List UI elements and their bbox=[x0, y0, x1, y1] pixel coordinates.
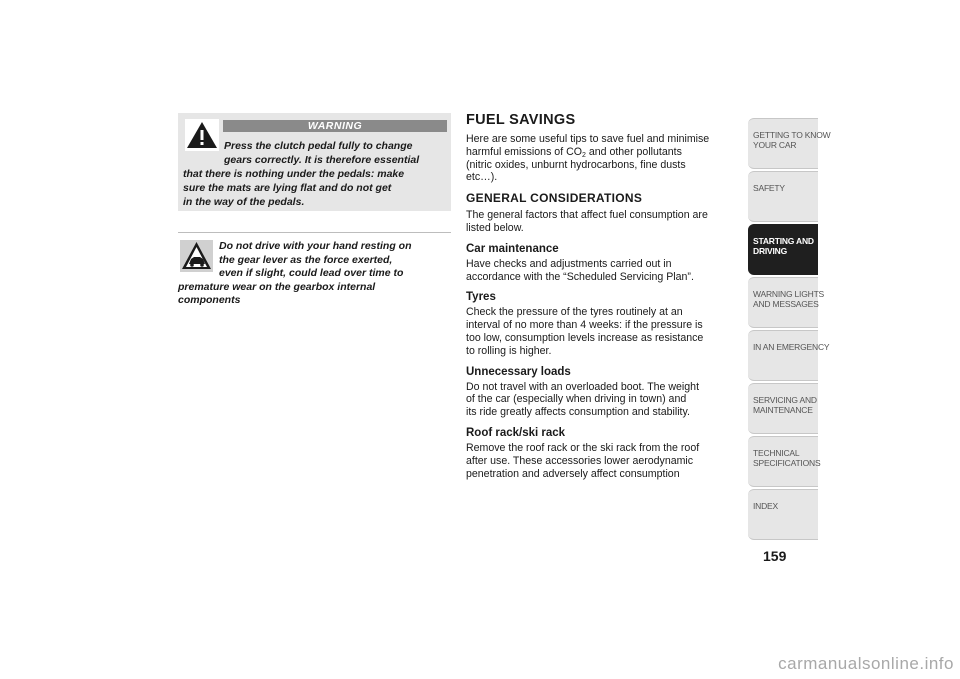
tab-starting-and-driving[interactable]: STARTING AND DRIVING bbox=[748, 224, 818, 275]
tab-emergency[interactable]: IN AN EMERGENCY bbox=[748, 330, 818, 381]
intro-paragraph: Here are some useful tips to save fuel and minimise harmful emissions of $CO_2$ and other pollutants (nitric oxides, unburnt hydrocarbons, fine dusts etc…). bbox=[466, 133, 710, 184]
warning-heading: WARNING bbox=[223, 120, 447, 132]
page-title: FUEL SAVINGS bbox=[466, 112, 576, 128]
tab-technical[interactable]: TECHNICAL SPECIFICATIONS bbox=[748, 436, 818, 487]
main-column bbox=[466, 112, 738, 480]
tab-index[interactable]: INDEX bbox=[748, 489, 818, 540]
section-text-unnecessary-loads: Do not travel with an overloaded boot. The weight of the car (especially when driving in town) and its ride greatly affects consumption and stability. bbox=[466, 380, 700, 419]
warning-text: Press the clutch pedal fully to change gears correctly. It is therefore essential that there is nothing under the pedals: make sure the mats are lying flat and do not get in the way of the pedals. bbox=[183, 140, 420, 208]
tab-servicing[interactable]: SERVICING AND MAINTENANCE bbox=[748, 383, 818, 434]
general-heading: GENERAL CONSIDERATIONS bbox=[466, 191, 643, 206]
section-heading-car-maintenance: Car maintenance bbox=[466, 242, 559, 255]
page-number: 159 bbox=[763, 548, 787, 564]
section-text-car-maintenance: Have checks and adjustments carried out in accordance with the “Scheduled Servicing Plan”. bbox=[466, 257, 694, 283]
section-heading-tyres: Tyres bbox=[466, 291, 496, 304]
section-heading-roof-rack: Roof rack/ski rack bbox=[466, 426, 566, 439]
general-paragraph: The general factors that affect fuel consumption are listed below. bbox=[466, 209, 708, 234]
tab-warning-lights[interactable]: WARNING LIGHTS AND MESSAGES bbox=[748, 277, 818, 328]
note-text: Do not drive with your hand resting on the gear lever as the force exerted, even if slight, could lead over time to premature wear on the gearbox internal components bbox=[178, 240, 412, 306]
section-text-tyres: Check the pressure of the tyres routinely at an interval of no more than 4 weeks: if the pressure is too low, consumption levels increase as resistance to rolling is higher. bbox=[466, 306, 704, 357]
tab-getting-to-know[interactable]: GETTING TO KNOW YOUR CAR bbox=[748, 118, 818, 169]
watermark: carmanualsonline.info bbox=[778, 654, 954, 673]
section-text-roof-rack: Remove the roof rack or the ski rack from the roof after use. These accessories lower aerodynamic penetration and adversely affect consumption bbox=[466, 441, 700, 480]
warning-box bbox=[178, 113, 451, 211]
note-divider bbox=[178, 232, 451, 233]
tab-safety[interactable]: SAFETY bbox=[748, 171, 818, 222]
section-heading-unnecessary-loads: Unnecessary loads bbox=[466, 365, 571, 378]
